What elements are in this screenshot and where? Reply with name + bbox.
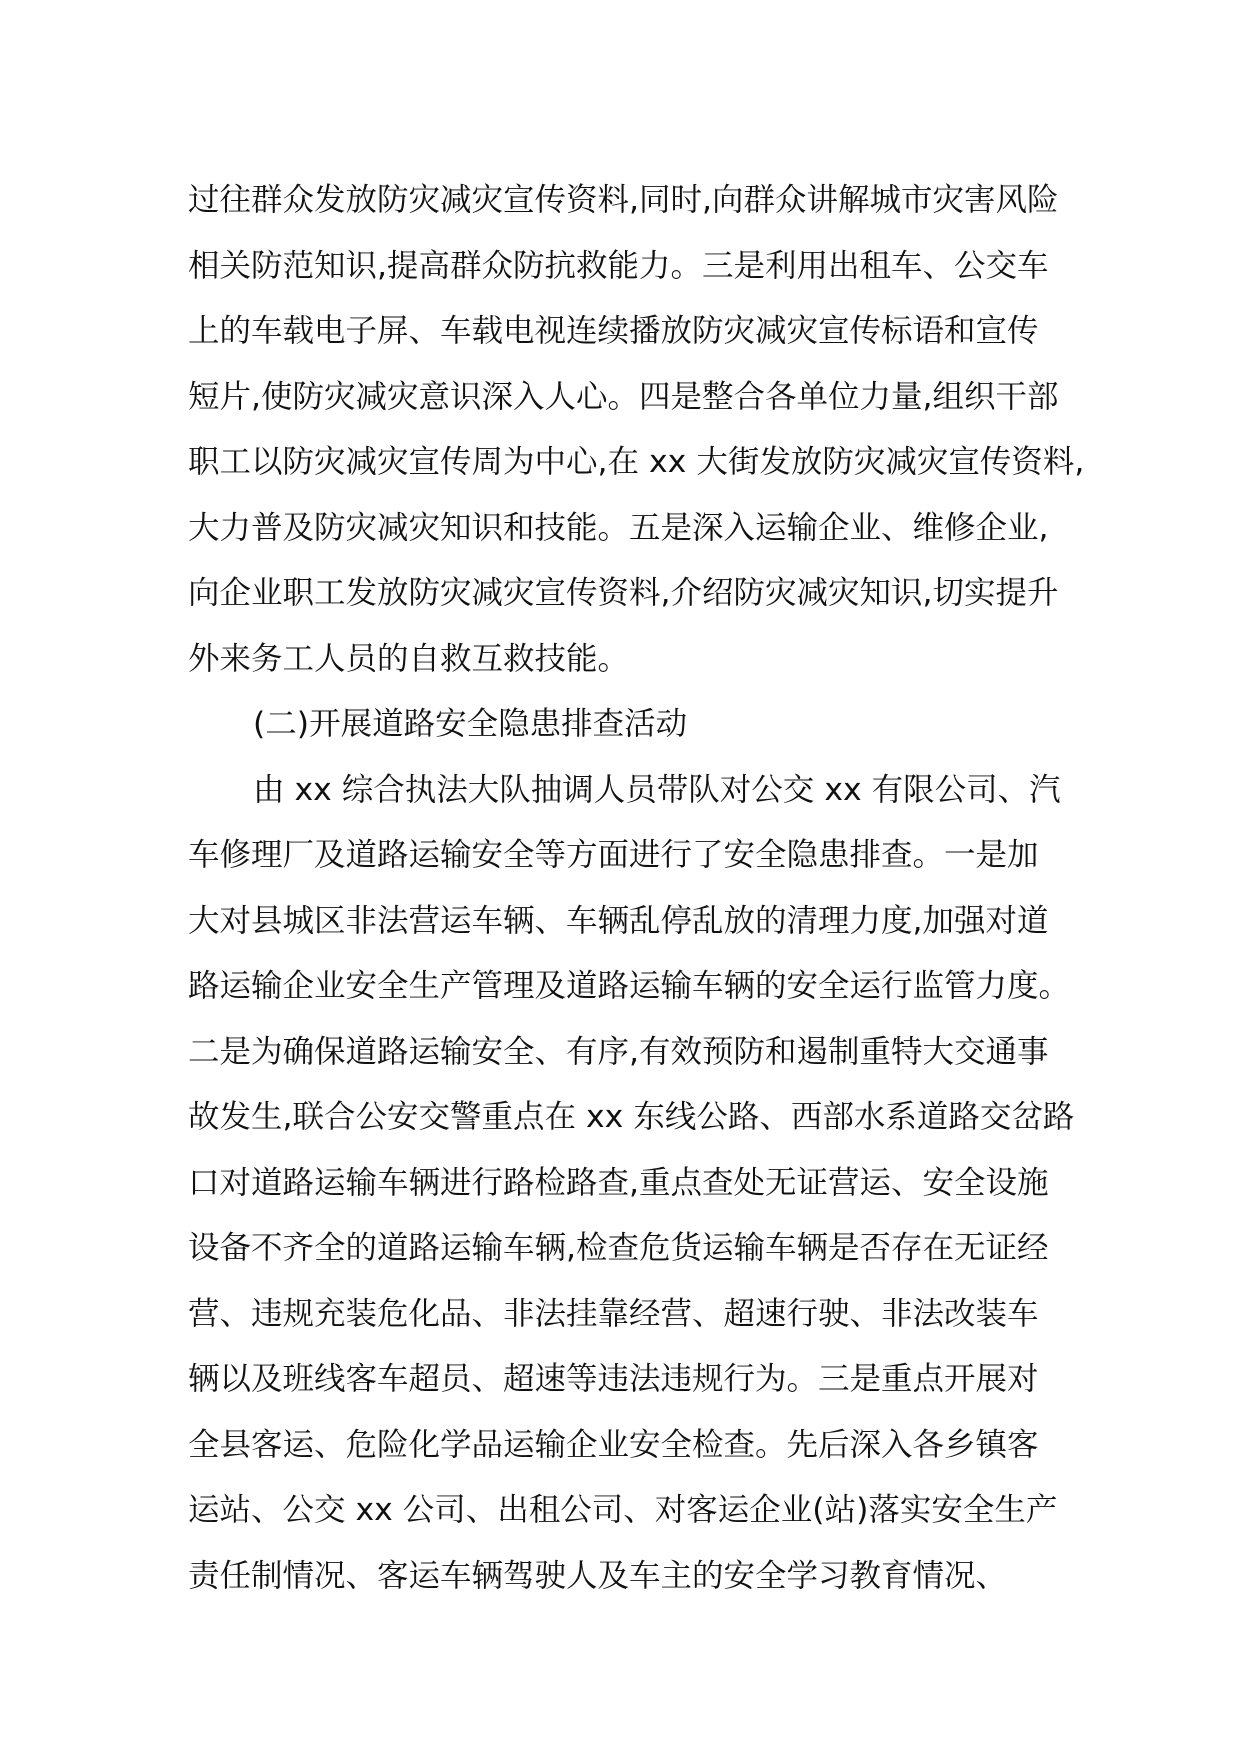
body-line: 外来务工人员的自救互救技能。 xyxy=(188,640,630,677)
body-line: 向企业职工发放防灾减灾宣传资料,介绍防灾减灾知识,切实提升 xyxy=(188,575,1059,611)
body-line: 车修理厂及道路运输安全等方面进行了安全隐患排查。一是加 xyxy=(188,837,1039,873)
body-line: 大力普及防灾减灾知识和技能。五是深入运输企业、维修企业, xyxy=(188,509,1049,546)
paragraph-first-line: 由 xx 综合执法大队抽调人员带队对公交 xx 有限公司、汽 xyxy=(253,771,1061,808)
body-line: 口对道路运输车辆进行路检路查,重点查处无证营运、安全设施 xyxy=(188,1164,1049,1201)
body-line: 短片,使防灾减灾意识深入人心。四是整合各单位力量,组织干部 xyxy=(188,378,1059,415)
body-line: 职工以防灾减灾宣传周为中心,在 xx 大街发放防灾减灾宣传资料, xyxy=(188,444,1085,480)
body-line: 相关防范知识,提高群众防抗救能力。三是利用出租车、公交车 xyxy=(188,247,1049,284)
body-line: 过往群众发放防灾减灾宣传资料,同时,向群众讲解城市灾害风险 xyxy=(188,182,1059,218)
body-line: 全县客运、危险化学品运输企业安全检查。先后深入各乡镇客 xyxy=(188,1426,1039,1463)
body-line: 营、违规充装危化品、非法挂靠经营、超速行驶、非法改装车 xyxy=(188,1295,1039,1332)
body-line: 路运输企业安全生产管理及道路运输车辆的安全运行监管力度。 xyxy=(188,968,1071,1004)
body-line: 上的车载电子屏、车载电视连续播放防灾减灾宣传标语和宣传 xyxy=(188,313,1039,349)
body-line: 二是为确保道路运输安全、有序,有效预防和遏制重特大交通事 xyxy=(188,1033,1049,1070)
body-line: 责任制情况、客运车辆驾驶人及车主的安全学习教育情况、 xyxy=(188,1557,1008,1594)
body-line: 大对县城区非法营运车辆、车辆乱停乱放的清理力度,加强对道 xyxy=(188,902,1049,939)
body-line: 辆以及班线客车超员、超速等违法违规行为。三是重点开展对 xyxy=(188,1361,1039,1397)
body-line: 运站、公交 xx 公司、出租公司、对客运企业(站)落实安全生产 xyxy=(188,1492,1058,1528)
document-body xyxy=(188,168,1085,1609)
section-heading: (二)开展道路安全隐患排查活动 xyxy=(253,706,688,742)
body-line: 故发生,联合公安交警重点在 xx 东线公路、西部水系道路交岔路 xyxy=(188,1099,1075,1135)
body-line: 设备不齐全的道路运输车辆,检查危货运输车辆是否存在无证经 xyxy=(188,1230,1049,1266)
